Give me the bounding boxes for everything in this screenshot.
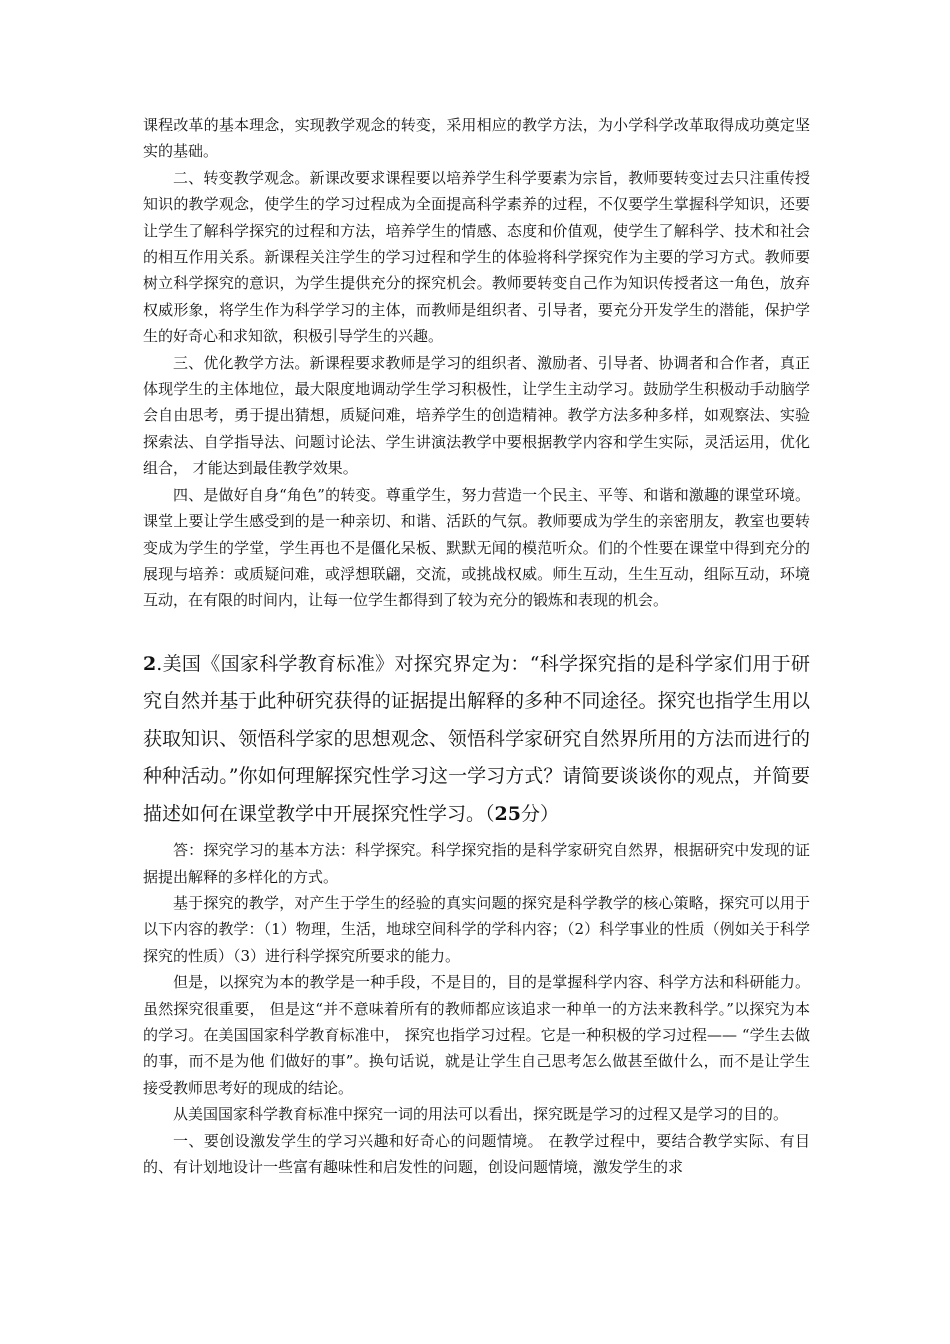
section-spacer: [143, 614, 810, 646]
paragraph: 四、是做好自身“角色”的转变。尊重学生，努力营造一个民主、平等、和谐和激趣的课堂环境。课堂上要让学生感受到的是一种亲切、和谐、活跃的气氛。教师要成为学生的亲密朋友，教室也要转变成为学生的学堂，学生再也不是僵化呆板、默默无闻的模范听众。们的个性要在课堂中得到充分的展现与培养：或质疑问难，或浮想联翩，交流，或挑战权威。师生互动，生生互动，组际互动，环境互动，在有限的时间内，让每一位学生都得到了较为充分的锻炼和表现的机会。: [143, 485, 810, 610]
paragraph: 但是，以探究为本的教学是一种手段，不是目的，目的是掌握科学内容、科学方法和科研能力。虽然探究很重要， 但是这“并不意味着所有的教师都应该追求一种单一的方法来教科学。”以探究为本的学习。在美国国家科学教育标准中， 探究也指学习过程。它是一种积极的学习过程—— “学生去做的事，而不是为他 们做好的事”。换句话说，就是让学生自己思考怎么做甚至做什么，而不是让学生接受教师思考好的现成的结论。: [143, 973, 810, 1097]
paragraph: 基于探究的教学，对产生于学生的经验的真实问题的探究是科学教学的核心策略，探究可以用于以下内容的教学：（1）物理，生活，地球空间科学的学科内容；（2）科学事业的性质（例如关于科学探究的性质）（3）进行科学探究所要求的能力。: [143, 894, 810, 965]
answer-2: [143, 837, 810, 1180]
question-2: [143, 646, 810, 834]
paragraph: 课程改革的基本理念，实现教学观念的转变，采用相应的教学方法，为小学科学改革取得成功奠定坚实的基础。: [143, 116, 810, 161]
section-teaching-reform: [143, 112, 810, 614]
paragraph: 从美国国家科学教育标准中探究一词的用法可以看出，探究既是学习的过程又是学习的目的。: [173, 1105, 789, 1124]
document-page: [143, 112, 810, 1181]
paragraph: 二、转变教学观念。新课改要求课程要以培养学生科学要素为宗旨，教师要转变过去只注重传授知识的教学观念，使学生的学习过程成为全面提高科学素养的过程，不仅要学生掌握科学知识，还要让学生了解科学探究的过程和方法，培养学生的情感、态度和价值观，使学生了解科学、技术和社会的相互作用关系。新课程关注学生的学习过程和学生的体验将科学探究作为主要的学习方式。教师要树立科学探究的意识，为学生提供充分的探究机会。教师要转变自己作为知识传授者这一角色，放弃权威形象，将学生作为科学学习的主体，而教师是组织者、引导者，要充分开发学生的潜能，保护学生的好奇心和求知欲，积极引导学生的兴趣。: [143, 168, 810, 346]
paragraph: 三、优化教学方法。新课程要求教师是学习的组织者、激励者、引导者、协调者和合作者，真正体现学生的主体地位，最大限度地调动学生学习积极性，让学生主动学习。鼓励学生积极动手动脑学会自由思考，勇于提出猜想，质疑问难，培养学生的创造精神。教学方法多种多样，如观察法、实验探索法、自学指导法、问题讨论法、学生讲演法教学中要根据教学内容和学生实际，灵活运用，优化组合， 才能达到最佳教学效果。: [143, 353, 810, 478]
question-score-suffix: 分）: [520, 802, 559, 825]
paragraph: 一、要创设激发学生的学习兴趣和好奇心的问题情境。 在教学过程中，要结合教学实际、有目的、有计划地设计一些富有趣味性和启发性的问题，创设问题情境，激发学生的求: [143, 1131, 810, 1177]
question-text: .美国《国家科学教育标准》对探究界定为：“科学探究指的是科学家们用于研究自然并基于此种研究获得的证据提出解释的多种不同途径。探究也指学生用以获取知识、领悟科学家的思想观念、领悟科学家研究自然界所用的方法而进行的种种活动。”你如何理解探究性学习这一学习方式？请简要谈谈你的观点，并简要描述如何在课堂教学中开展探究性学习。（: [143, 652, 810, 825]
question-number: 2: [143, 652, 157, 675]
question-score: 25: [494, 802, 521, 825]
paragraph: 答：探究学习的基本方法：科学探究。科学探究指的是科学家研究自然界，根据研究中发现的证据提出解释的多样化的方式。: [143, 841, 810, 886]
